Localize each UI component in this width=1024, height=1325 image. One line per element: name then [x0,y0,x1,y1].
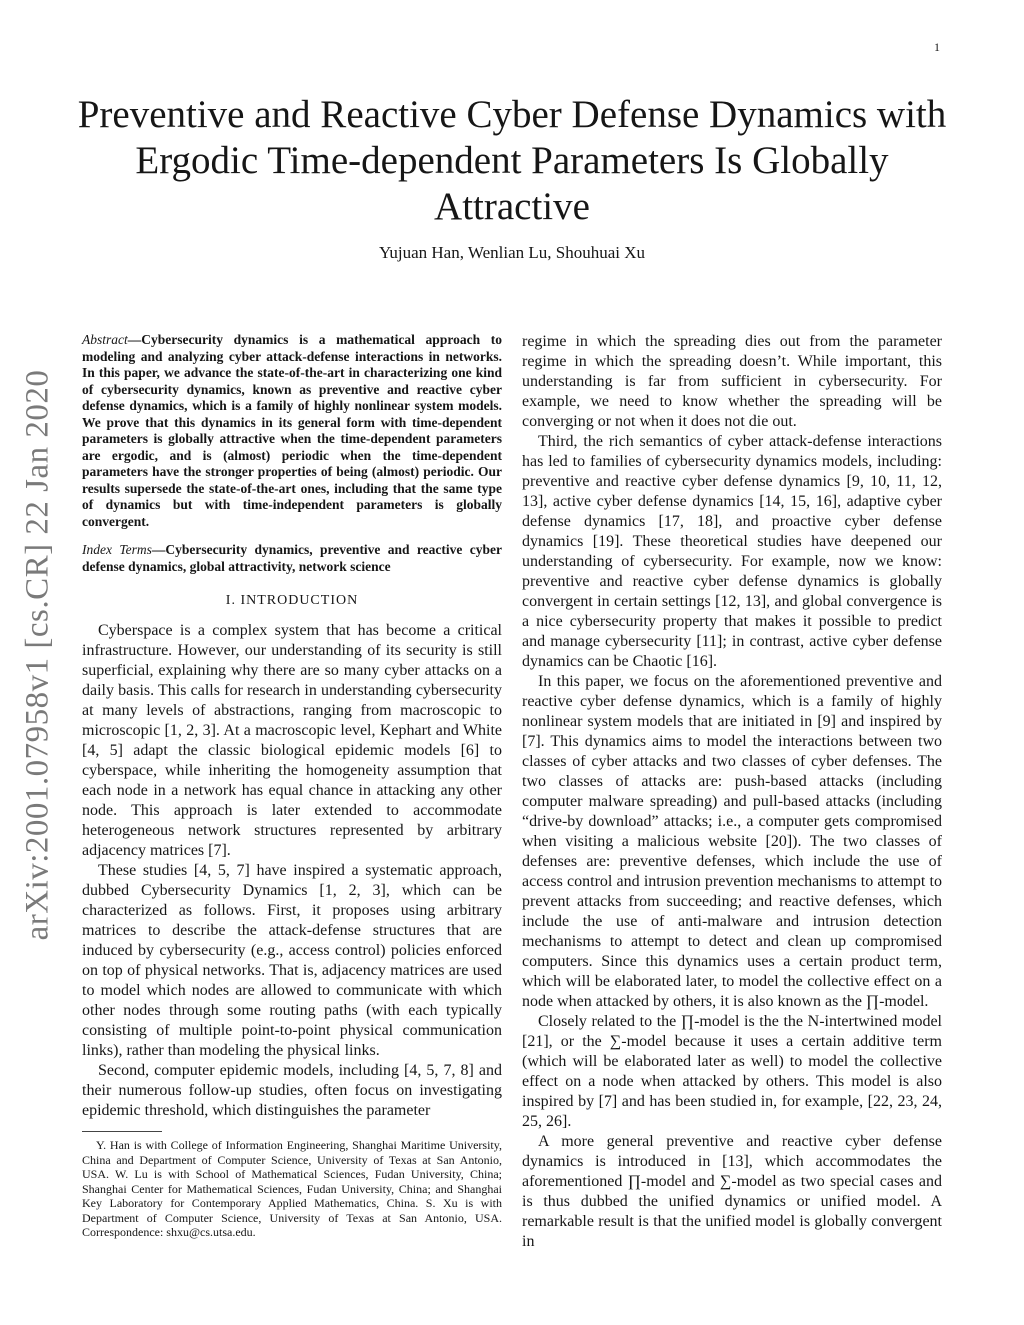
right-paragraph: Third, the rich semantics of cyber attack-defense interactions has led to families of cybersecurity dynamics models, including: preventive and reactive cyber defense dynamics [9, 10, 11, 12, 13], active cyber defense dynamics [14, 15, 16], adaptive cyber defense dynamics [17, 18], and proactive cyber defense dynamics [19]. These theoretical studies have deepened our understanding of cybersecurity. For example, now we know: preventive and reactive cyber defense dynamics is globally convergent in certain settings [12, 13], and global convergence is a nice cybersecurity property that makes it possible to predict and manage cybersecurity [11]; in contrast, active cyber defense dynamics can be Chaotic [16]. [522,433,942,670]
page-number: 1 [934,40,940,54]
arxiv-stamp: arXiv:2001.07958v1 [cs.CR] 22 Jan 2020 [19,369,56,941]
right-column [522,332,942,1252]
index-terms-label: Index Terms [82,542,152,557]
abstract-text: —Cybersecurity dynamics is a mathematical approach to modeling and analyzing cyber attack-defense interactions in networks. In this paper, we advance the state-of-the-art in characterizing one kind of cybersecurity dynamics, known as preventive and reactive cyber defense dynamics, which is a family of highly nonlinear system models. We prove that this dynamics in its general form with time-dependent parameters is globally attractive when the time-dependent parameters are ergodic, and is (almost) periodic when the time-dependent parameters have the stronger properties of being (almost) periodic. Our results supersede the state-of-the-art ones, including that the same type of dynamics but with time-independent parameters is globally convergent. [82,332,502,529]
right-paragraph: A more general preventive and reactive cyber defense dynamics is introduced in [13], which accommodates the aforementioned ∏-model and ∑-model as two special cases and is thus dubbed the unified dynamics or unified model. A remarkable result is that the unified model is globally convergent in [522,1133,942,1250]
index-terms [82,542,502,575]
left-paragraph: Cyberspace is a complex system that has become a critical infrastructure. However, our understanding of its security is still superficial, explaining why there are so many cyber attacks on a daily basis. This calls for research in understanding cybersecurity at many levels of abstractions, ranging from macroscopic to microscopic [1, 2, 3]. At a macroscopic level, Kephart and White [4, 5] adapt the classic biological epidemic models [6] to cyberspace, while inheriting the homogeneity assumption that each node in a network has equal chance in attacking any other node. This approach is later extended to accommodate heterogeneous network structures represented by arbitrary adjacency matrices [7]. [82,622,502,859]
paper-title: Preventive and Reactive Cyber Defense Dynamics with Ergodic Time-dependent Parameters Is Globally Attractive [77,93,947,228]
right-paragraph: In this paper, we focus on the aforementioned preventive and reactive cyber defense dynamics, which is a family of highly nonlinear system models that are initiated in [9] and inspired by [7]. This dynamics aims to model the interactions between two classes of cyber attacks and two classes of cyber defenses. The two classes of attacks are: push-based attacks (including computer malware spreading) and pull-based attacks (including “drive-by download” attacks; i.e., a computer gets compromised when visiting a malicious website [20]). The two classes of defenses are: preventive defenses, which include the use of access control and intrusion prevention mechanisms to attempt to prevent attacks from succeeding; and reactive defenses, which include the use of anti-malware and intrusion detection mechanisms to attempt to detect and clean up compromised computers. Since this dynamics uses a certain product term, which will be elaborated later, to model the collective effect on a node when attacked by others, it is also known as the ∏-model. [522,673,942,1010]
footnote-rule [82,1131,162,1132]
abstract [82,332,502,530]
right-paragraph: Closely related to the ∏-model is the the N-intertwined model [21], or the ∑-model because it uses a certain additive term (which will be elaborated later as well) to model the collective effect on a node when attacked by others. This model is also inspired by [7] and has been studied in, for example, [22, 23, 24, 25, 26]. [522,1013,942,1130]
author-list: Yujuan Han, Wenlian Lu, Shouhuai Xu [378,243,646,262]
left-paragraph: These studies [4, 5, 7] have inspired a systematic approach, dubbed Cybersecurity Dynamics [1, 2, 3], which can be characterized as follows. First, it proposes using arbitrary matrices to describe the attack-defense structures that are induced by cybersecurity (e.g., access control) policies enforced on top of physical networks. That is, adjacency matrices are used to model which nodes are allowed to communicate with which other nodes through some routing paths (with each typically consisting of multiple point-to-point physical communication links), rather than modeling the physical links. [82,862,502,1059]
left-column [82,332,502,1240]
author-affiliation-footnote: Y. Han is with College of Information Engineering, Shanghai Maritime University, China and Department of Computer Science, University of Texas at San Antonio, USA. W. Lu is with School of Mathematical Sciences, Fudan University, China; Shanghai Center for Mathematical Sciences, Fudan University, China; and Shanghai Key Laboratory for Contemporary Applied Mathematics, China. S. Xu is with Department of Computer Science, University of Texas at San Antonio, USA. Correspondence: shxu@cs.utsa.edu. [82,1138,502,1239]
abstract-label: Abstract [82,332,128,347]
left-paragraph: Second, computer epidemic models, including [4, 5, 7, 8] and their numerous follow-up studies, often focus on investigating epidemic threshold, which distinguishes the parameter [82,1062,502,1119]
right-paragraph: regime in which the spreading dies out from the parameter regime in which the spreading doesn’t. While important, this understanding is far from sufficient in cybersecurity. For example, we need to know whether the spreading will be converging or not when it does not die out. [522,333,942,430]
index-terms-text: —Cybersecurity dynamics, preventive and reactive cyber defense dynamics, global attractivity, network science [82,542,502,574]
section-heading-introduction: I. INTRODUCTION [225,593,359,608]
